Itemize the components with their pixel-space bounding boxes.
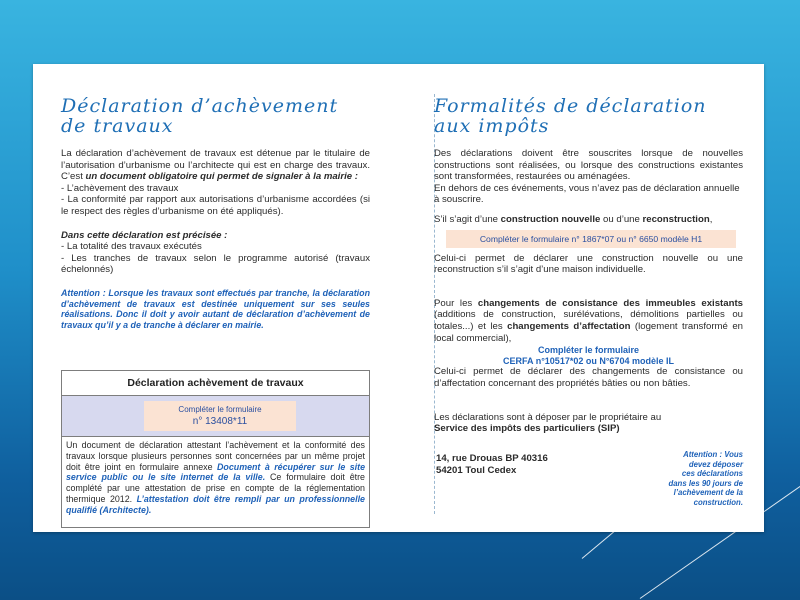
box-body-text: Un document de déclaration attestant l’achèvement et la conformité des travaux lorsque plusieurs personnes sont concernées par un même projet doit être joint en formulaire annexe: [66, 440, 365, 472]
changes-paragraph: [434, 298, 743, 344]
bullet-item: - La conformité par rapport aux autorisations d’urbanisme accordées (si le respect des règles d’urbanisme on été appliqués).: [61, 194, 370, 217]
right-paragraph: Des déclarations doivent être souscrites lorsque de nouvelles constructions sont réalisées, ou lorsque des constructions existantes sont transformées, restaurées ou aménagées.: [434, 148, 743, 183]
right-paragraph: En dehors de ces événements, vous n’avez pas de déclaration annuelle à souscrire.: [434, 182, 740, 206]
right-column: [434, 96, 743, 435]
right-heading-line2: aux impôts: [434, 115, 550, 137]
form-banner: Compléter le formulaire n° 1867*07 ou n° 6650 modèle H1: [446, 230, 736, 248]
deadline-note: [623, 450, 743, 508]
text: (logement transformé en local commercial),: [434, 320, 744, 344]
left-heading-line2: de travaux: [61, 115, 174, 137]
right-paragraph: Celui-ci permet de déclarer des changements de consistance ou d’affectation concernant des propriétés bâties ou non bâties.: [434, 366, 743, 389]
left-column: [61, 96, 370, 330]
deadline-line: l’achèvement de la: [673, 488, 743, 498]
box-title: Déclaration achèvement de travaux: [62, 371, 369, 396]
cerfa-number: CERFA n°10517*02 ou N°6704 modèle IL: [503, 355, 674, 366]
text: S’il s’agit d’une: [434, 213, 501, 225]
precise-item: - La totalité des travaux exécutés: [61, 241, 202, 253]
left-heading: [61, 96, 370, 136]
box-form-band: [62, 396, 369, 437]
bold-term: changements de consistance des immeubles existants: [477, 297, 743, 309]
box-body: [62, 437, 369, 519]
form-number: n° 13408*11: [192, 416, 248, 427]
form-number-label: [144, 401, 296, 431]
address-line: 54201 Toul Cedex: [436, 464, 517, 476]
left-heading-line1: Déclaration d’achèvement: [61, 95, 339, 117]
deadline-line: ces déclarations: [681, 469, 743, 479]
deadline-line: Attention : Vous: [683, 450, 743, 459]
intro-paragraph: [61, 148, 370, 183]
text: Pour les: [434, 297, 478, 309]
right-heading: [434, 96, 743, 136]
box-body-bold: Document à récupérer sur le site service public ou le site internet de la ville.: [66, 461, 366, 483]
precise-title: Dans cette déclaration est précisée :: [61, 229, 228, 241]
bold-term: changements d’affectation: [507, 320, 631, 332]
text: ou d’une: [600, 213, 643, 225]
intro-bold: un document obligatoire qui permet de signaler à la mairie :: [85, 171, 358, 183]
right-paragraph: Les déclarations sont à déposer par le propriétaire au: [434, 411, 662, 423]
bold-term: construction nouvelle: [500, 213, 601, 225]
sip-office: Service des impôts des particuliers (SIP): [434, 423, 620, 435]
deadline-line: dans les 90 jours de: [668, 478, 743, 488]
right-heading-line1: Formalités de déclaration: [434, 95, 707, 117]
declaration-box: [61, 370, 370, 528]
text: (additions de construction, surélévations, démolitions partielles ou totales...) et les: [434, 309, 743, 332]
attention-note: Attention : Lorsque les travaux sont effectués par tranche, la déclaration d’achèvement de travaux est destinée uniquement sur ses seules réalisations. Donc il doit y avoir autant de déclaration d’achèvement de travaux qu’il y a de tranche à déclarer en mairie.: [61, 287, 370, 330]
bullet-item: - L’achèvement des travaux: [61, 182, 179, 194]
bold-term: reconstruction: [642, 213, 710, 225]
cerfa-label: Compléter le formulaire: [537, 345, 640, 356]
right-paragraph: Celui-ci permet de déclarer une construction nouvelle ou une reconstruction s’il s’agit d’une maison individuelle.: [434, 252, 743, 276]
text: ,: [709, 213, 713, 225]
deadline-line: construction.: [693, 497, 743, 507]
precise-item: - Les tranches de travaux selon le programme autorisé (travaux échelonnés): [61, 252, 370, 276]
box-body-text: Ce formulaire doit être complété par une attestation de prise en compte de la réglementation thermique 2012.: [66, 472, 365, 504]
address-line: 14, rue Drouas BP 40316: [436, 453, 548, 464]
box-body-bold: L’attestation doit être rempli par un professionnelle qualifié (Architecte).: [66, 493, 365, 515]
document-page: [33, 64, 764, 532]
form-label-text: Compléter le formulaire: [178, 405, 262, 414]
cerfa-block: [434, 345, 743, 366]
address-block: [436, 453, 596, 476]
intro-text: La déclaration d’achèvement de travaux est détenue par le titulaire de l’autorisation d’urbanisme ou l’architecte qui est en charge des travaux. C’est: [61, 148, 370, 183]
construction-line: [434, 214, 743, 226]
deadline-line: devez déposer: [688, 459, 743, 469]
